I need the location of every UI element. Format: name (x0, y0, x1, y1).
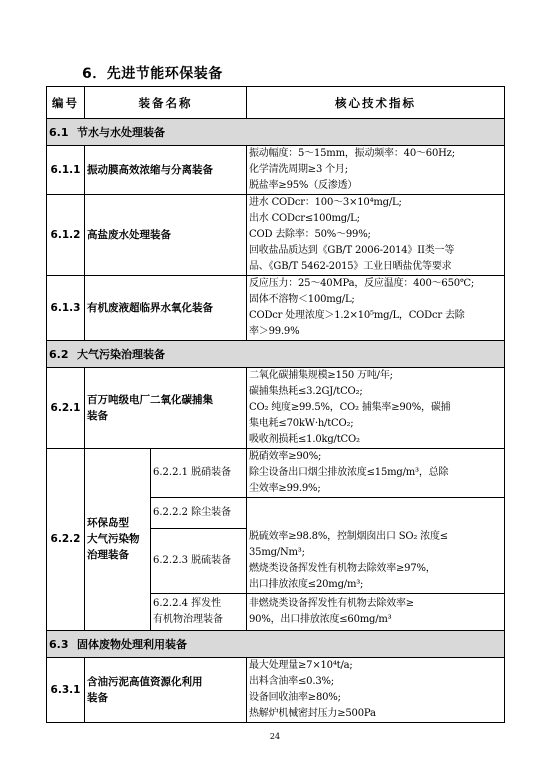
text-line: 装备 (87, 691, 108, 704)
table-row (47, 449, 505, 498)
text-line: 非燃烧类设备挥发性有机物去除效率≥ (249, 597, 414, 609)
text-line: CO₂ 纯度≥99.5%，CO₂ 捕集率≥90%，碳捕 (249, 402, 451, 413)
text-line: CODcr 处理浓度＞1.2×10⁵mg/L，CODcr 去除 (249, 310, 465, 321)
section-number: 6.3 (49, 637, 69, 651)
item-tech (247, 657, 505, 722)
text-line: 除尘设备出口烟尘排放浓度≤15mg/m³，总除 (249, 467, 449, 478)
text-line: 6.2.2.4 挥发性 (153, 597, 222, 609)
item-name (85, 657, 247, 722)
table-row (47, 276, 505, 341)
item-name (85, 368, 247, 449)
header-code: 编号 (47, 87, 85, 119)
item-code: 6.3.1 (47, 657, 85, 722)
text-line: 90%，出口排放浓度≤60mg/m³ (249, 613, 392, 625)
text-line: 反应压力：25～40MPa，反应温度：400～650℃; (249, 278, 475, 289)
item-code: 6.2.2 (47, 449, 85, 631)
item-tech (247, 276, 505, 341)
text-line: 35mg/Nm³; (249, 546, 305, 558)
table-row (47, 368, 505, 449)
section-row (47, 630, 505, 657)
section-title: 节水与水处理装备 (77, 126, 165, 139)
text-line: 出水 CODcr≤100mg/L; (249, 213, 360, 224)
text-line: 燃烧类设备挥发性有机物去除效率≥97%， (249, 562, 436, 574)
section-row (47, 341, 505, 368)
text-line: 含油污泥高值资源化利用 (87, 675, 203, 688)
item-name: 高盐废水处理装备 (85, 195, 247, 276)
text-line: 出料含油率≤0.3%; (249, 675, 334, 687)
item-code: 6.2.1 (47, 368, 85, 449)
item-code: 6.1.3 (47, 276, 85, 341)
text-line: COD 去除率：50%～99%; (249, 229, 371, 240)
item-name (85, 449, 151, 631)
section-heading: 6．先进节能环保装备 (82, 66, 223, 82)
text-line: 尘效率≥99.9%; (249, 483, 321, 494)
text-line: 环保岛型 (87, 517, 129, 530)
text-line: 出口排放浓度≤20mg/m³; (249, 578, 364, 590)
text-line: 进水 CODcr：100～3×10⁴mg/L; (249, 197, 402, 208)
text-line: 固体不溶物＜100mg/L; (249, 294, 355, 305)
text-line: 有机物治理装备 (153, 613, 223, 625)
text-line: 6.2.2.3 脱硫装备 (153, 554, 232, 566)
text-line: 脱盐率≥95%（反渗透） (249, 180, 358, 191)
table-row (47, 657, 505, 722)
sub-item-label (151, 449, 247, 498)
sub-item-label (151, 529, 247, 594)
table-row (47, 146, 505, 195)
item-tech (247, 195, 505, 276)
item-tech (247, 593, 505, 630)
section-title: 大气污染治理装备 (77, 348, 165, 361)
text-line: 集电耗≤70kW·h/tCO₂; (249, 418, 354, 429)
text-line: 吸收剂损耗≤1.0kg/tCO₂ (249, 434, 360, 445)
text-line: 化学清洗周期≥3 个月; (249, 164, 348, 175)
item-tech (247, 498, 505, 529)
text-line: 大气污染物 (87, 533, 140, 546)
sub-item-label (151, 593, 247, 630)
text-line: 设备回收油率≥80%; (249, 691, 341, 703)
section-number: 6.1 (49, 126, 69, 139)
section-number: 6.2 (49, 348, 69, 361)
item-tech (247, 146, 505, 195)
text-line: 治理装备 (87, 549, 129, 562)
item-tech (247, 529, 505, 594)
section-title: 固体废物处理利用装备 (77, 637, 187, 651)
text-line: 二氧化碳捕集规模≥150 万吨/年; (249, 370, 393, 381)
equipment-spec-table (46, 86, 505, 723)
item-code: 6.1.2 (47, 195, 85, 276)
item-tech (247, 449, 505, 498)
text-line: 装备 (87, 410, 108, 422)
text-line: 振动幅度：5～15mm，振动频率：40～60Hz; (249, 148, 455, 159)
text-line: 品、《GB/T 5462-2015》工业日晒盐优等要求 (249, 261, 452, 272)
table-row (47, 195, 505, 276)
item-tech (247, 368, 505, 449)
sub-item-label (151, 498, 247, 529)
item-code: 6.1.1 (47, 146, 85, 195)
header-tech: 核心技术指标 (247, 87, 505, 119)
header-name: 装备名称 (85, 87, 247, 119)
text-line: 6.2.2.1 脱硝装备 (153, 467, 232, 478)
text-line: 率＞99.9% (249, 326, 300, 337)
section-row (47, 119, 505, 146)
text-line: 6.2.2.2 除尘装备 (153, 507, 232, 518)
item-name: 有机废液超临界水氧化装备 (85, 276, 247, 341)
text-line: 脱硫效率≥98.8%，控制烟囱出口 SO₂ 浓度≤ (249, 530, 448, 542)
text-line: 回收盐品质达到《GB/T 2006-2014》II类一等 (249, 245, 455, 256)
page-number: 24 (269, 732, 281, 741)
text-line: 碳捕集热耗≤3.2GJ/tCO₂; (249, 386, 363, 397)
text-line: 热解炉机械密封压力≥500Pa (249, 707, 376, 719)
text-line: 百万吨级电厂二氧化碳捕集 (87, 394, 213, 406)
item-name: 振动膜高效浓缩与分离装备 (85, 146, 247, 195)
text-line: 脱硝效率≥90%; (249, 451, 322, 462)
text-line: 最大处理量≥7×10⁴t/a; (249, 659, 353, 671)
